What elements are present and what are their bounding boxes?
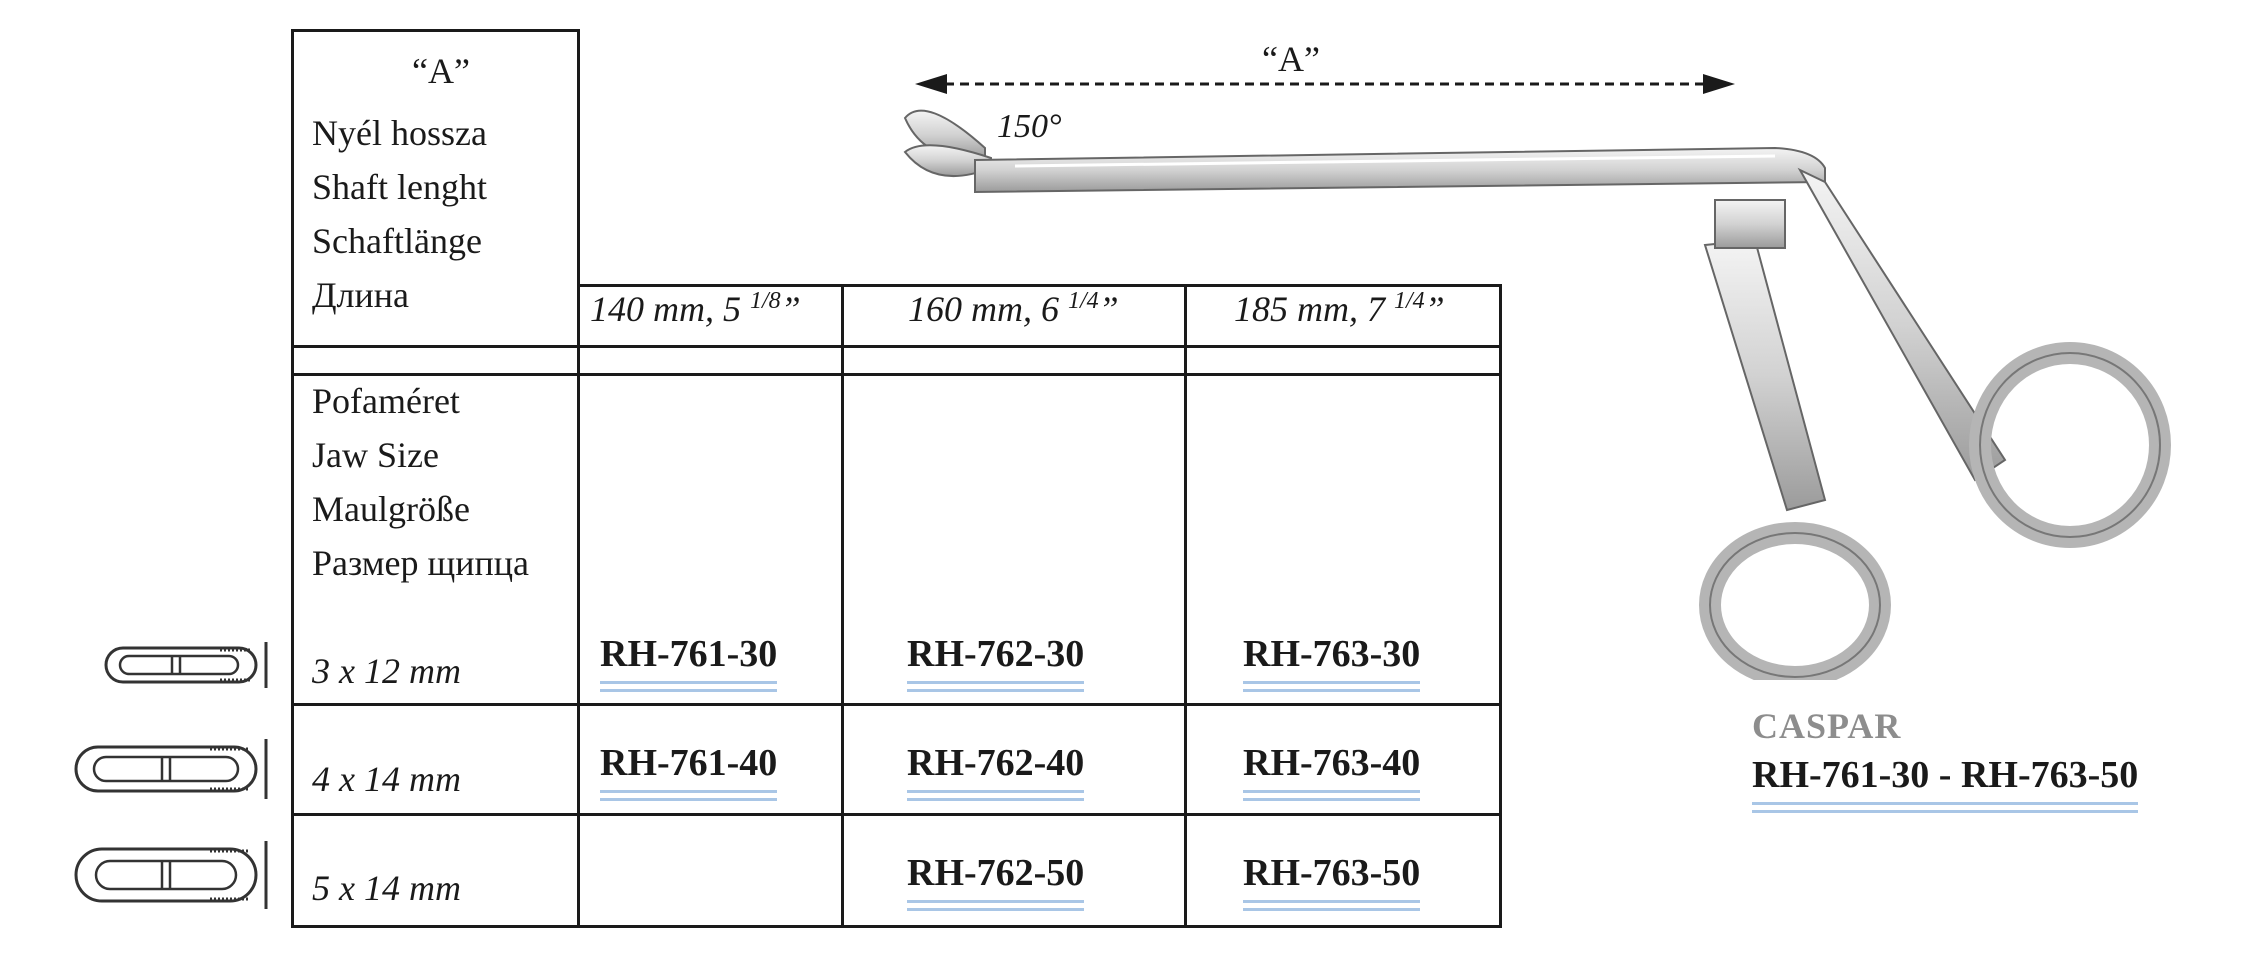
product-code-rh-762-40[interactable]: RH-762-40 [907, 741, 1084, 793]
length-label-140: 140 mm, 5 $^{1/8}$” [590, 288, 801, 329]
column-divider-1 [577, 373, 580, 928]
spacer-divider-1 [577, 345, 580, 376]
product-code-rh-761-40[interactable]: RH-761-40 [600, 741, 777, 793]
jaw-tip-5x14-icon [70, 839, 275, 911]
length-label-160: 160 mm, 6 $^{1/4}$” [908, 288, 1119, 329]
product-code-rh-761-30[interactable]: RH-761-30 [600, 632, 777, 684]
jaw-size-4x14: 4 x 14 mm [312, 759, 461, 799]
jaw-size-label [312, 374, 529, 590]
shaft-label-ru: Длина [312, 275, 410, 315]
product-name: CASPAR [1752, 706, 1902, 746]
jaw-size-5x14: 5 x 14 mm [312, 868, 461, 908]
shaft-label-de: Schaftlänge [312, 221, 482, 261]
dimension-a-label: “A” [1262, 39, 1320, 79]
row-divider-2 [291, 813, 1502, 816]
dimension-arrow-icon [915, 66, 1735, 102]
product-code-rh-762-30[interactable]: RH-762-30 [907, 632, 1084, 684]
jaw-tip-3x12-icon [100, 638, 275, 692]
jaw-label-ru: Размер щипца [312, 543, 529, 583]
product-code-rh-763-30[interactable]: RH-763-30 [1243, 632, 1420, 684]
shaft-label-hu: Nyél hossza [312, 113, 487, 153]
shaft-label-en: Shaft lenght [312, 167, 487, 207]
jaw-label-hu: Pofaméret [312, 381, 460, 421]
jaw-label-de: Maulgröße [312, 489, 470, 529]
length-label-185: 185 mm, 7 $^{1/4}$” [1234, 288, 1445, 329]
caspar-rongeur-illustration [895, 100, 2225, 680]
product-code-range[interactable]: RH-761-30 - RH-763-50 [1752, 753, 2138, 805]
angle-label: 150° [997, 108, 1062, 145]
spacer-divider-2 [841, 345, 844, 376]
jaw-size-3x12: 3 x 12 mm [312, 651, 461, 691]
product-code-rh-763-50[interactable]: RH-763-50 [1243, 851, 1420, 903]
column-divider-2 [841, 373, 844, 928]
jaw-label-en: Jaw Size [312, 435, 439, 475]
row-divider-1 [291, 703, 1502, 706]
shaft-a-label: “A” [412, 51, 470, 91]
product-code-rh-763-40[interactable]: RH-763-40 [1243, 741, 1420, 793]
product-code-rh-762-50[interactable]: RH-762-50 [907, 851, 1084, 903]
shaft-length-label [312, 106, 487, 322]
jaw-tip-4x14-icon [70, 737, 275, 801]
